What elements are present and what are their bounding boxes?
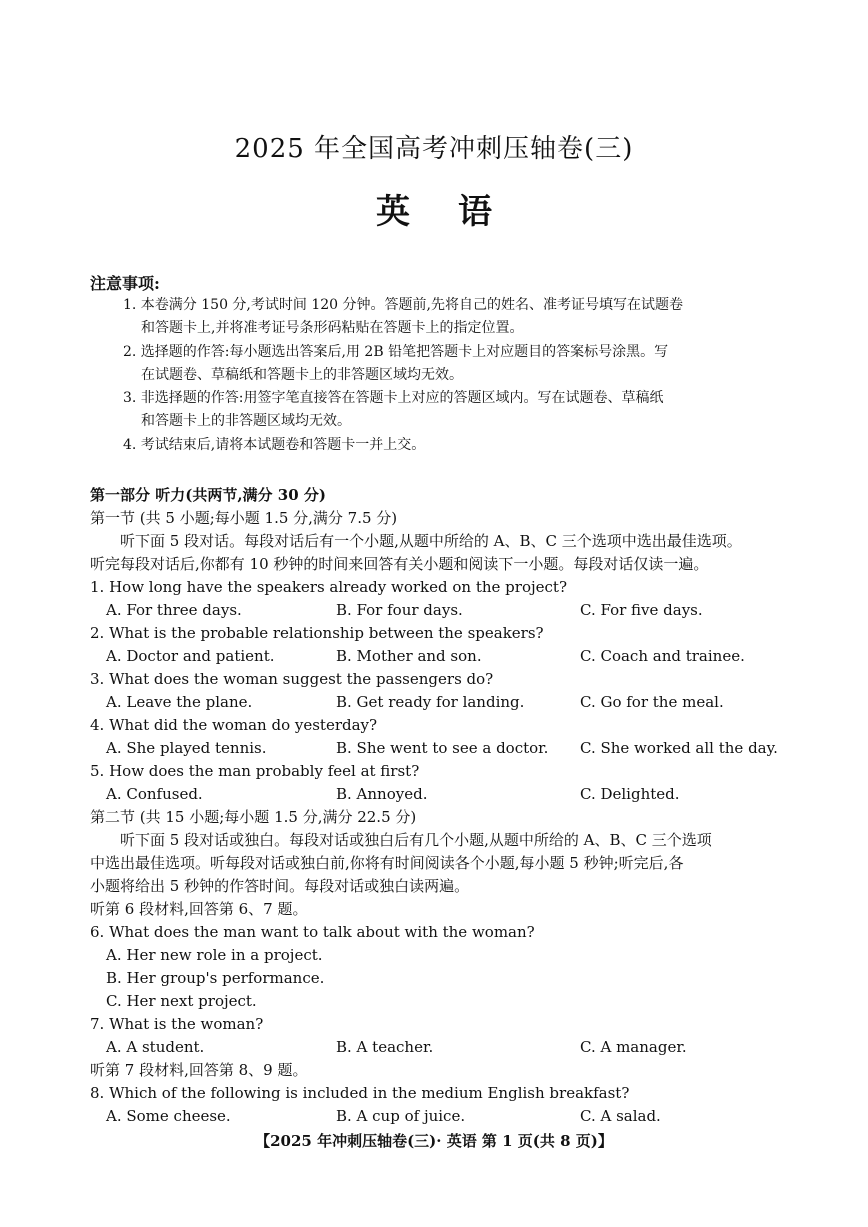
note-item [123,294,788,341]
question-7: 7. What is the woman? [90,1015,264,1033]
option-a: A. Her new role in a project. [106,946,323,964]
section1-instructions-line2: 听完每段对话后,你都有 10 秒钟的时间来回答有关小题和阅读下一小题。每段对话仅读一遍。 [90,555,709,573]
question-8-options [90,1105,790,1128]
note-line: 3. 非选择题的作答:用签字笔直接答在答题卡上对应的答题区域内。写在试题卷、草稿纸 [123,390,664,407]
exam-title: 2025 年全国高考冲刺压轴卷(三) [234,134,634,164]
note-item [123,341,788,388]
note-item [123,387,788,434]
listening-part [90,484,790,1128]
option-a: A. Leave the plane. [106,693,253,711]
question-1-options [90,599,790,622]
question-2-options [90,645,790,668]
note-line-cont: 和答题卡上,并将准考证号条形码粘贴在答题卡上的指定位置。 [141,320,524,337]
subject-title: 英语 [376,192,540,232]
section2-instructions-line1: 听下面 5 段对话或独白。每段对话或独白后有几个小题,从题中所给的 A、B、C 三个选项 [120,831,712,849]
option-a: A. For three days. [106,601,242,619]
option-b: B. Mother and son. [336,647,482,665]
question-3-options [90,691,790,714]
notes-list [123,294,788,457]
note-line: 2. 选择题的作答:每小题选出答案后,用 2B 铅笔把答题卡上对应题目的答案标号涂黑。写 [123,343,669,360]
option-a: A. Confused. [106,785,203,803]
option-a: A. She played tennis. [106,739,267,757]
section2-instructions-line3: 小题将给出 5 秒钟的作答时间。每段对话或独白读两遍。 [90,877,470,895]
note-line: 4. 考试结束后,请将本试题卷和答题卡一并上交。 [123,436,426,453]
material-7-heading: 听第 7 段材料,回答第 8、9 题。 [90,1061,308,1079]
note-line: 1. 本卷满分 150 分,考试时间 120 分钟。答题前,先将自己的姓名、准考证号填写在试题卷 [123,297,683,313]
notes-heading: 注意事项: [90,274,160,293]
question-5-options [90,783,790,806]
option-a: A. Doctor and patient. [106,647,275,665]
option-c: C. She worked all the day. [580,739,778,757]
question-8: 8. Which of the following is included in the medium English breakfast? [90,1084,630,1102]
option-c: C. Her next project. [106,992,257,1010]
option-c: C. For five days. [580,601,703,619]
section2-instructions-line2: 中选出最佳选项。听每段对话或独白前,你将有时间阅读各个小题,每小题 5 秒钟;听完后,各 [90,854,684,872]
option-c: C. Coach and trainee. [580,647,745,665]
question-4: 4. What did the woman do yesterday? [90,716,378,734]
option-c: C. A manager. [580,1038,687,1056]
question-5: 5. How does the man probably feel at first? [90,762,420,780]
option-c: C. Go for the meal. [580,693,724,711]
option-b: B. A cup of juice. [336,1107,466,1125]
note-item [123,434,788,457]
question-2: 2. What is the probable relationship between the speakers? [90,624,544,642]
option-a: A. Some cheese. [106,1107,231,1125]
question-7-options [90,1036,790,1059]
section1-heading: 第一节 (共 5 小题;每小题 1.5 分,满分 7.5 分) [90,509,398,527]
option-b: B. She went to see a doctor. [336,739,549,757]
question-4-options [90,737,790,760]
part1-heading: 第一部分 听力(共两节,满分 30 分) [90,486,326,504]
question-1: 1. How long have the speakers already worked on the project? [90,578,567,596]
option-a: A. A student. [106,1038,205,1056]
option-b: B. A teacher. [336,1038,434,1056]
section2-heading: 第二节 (共 15 小题;每小题 1.5 分,满分 22.5 分) [90,808,417,826]
option-b: B. Her group's performance. [106,969,325,987]
section1-instructions-line1: 听下面 5 段对话。每段对话后有一个小题,从题中所给的 A、B、C 三个选项中选出最佳选项。 [120,532,742,550]
note-line-cont: 在试题卷、草稿纸和答题卡上的非答题区域均无效。 [141,366,463,383]
question-3: 3. What does the woman suggest the passengers do? [90,670,494,688]
note-line-cont: 和答题卡上的非答题区域均无效。 [141,413,351,430]
option-b: B. For four days. [336,601,463,619]
material-6-heading: 听第 6 段材料,回答第 6、7 题。 [90,900,308,918]
option-b: B. Get ready for landing. [336,693,525,711]
option-b: B. Annoyed. [336,785,428,803]
option-c: C. A salad. [580,1107,661,1125]
option-c: C. Delighted. [580,785,680,803]
page-footer: 【2025 年冲刺压轴卷(三)· 英语 第 1 页(共 8 页)】 [255,1132,613,1150]
question-6: 6. What does the man want to talk about with the woman? [90,923,535,941]
